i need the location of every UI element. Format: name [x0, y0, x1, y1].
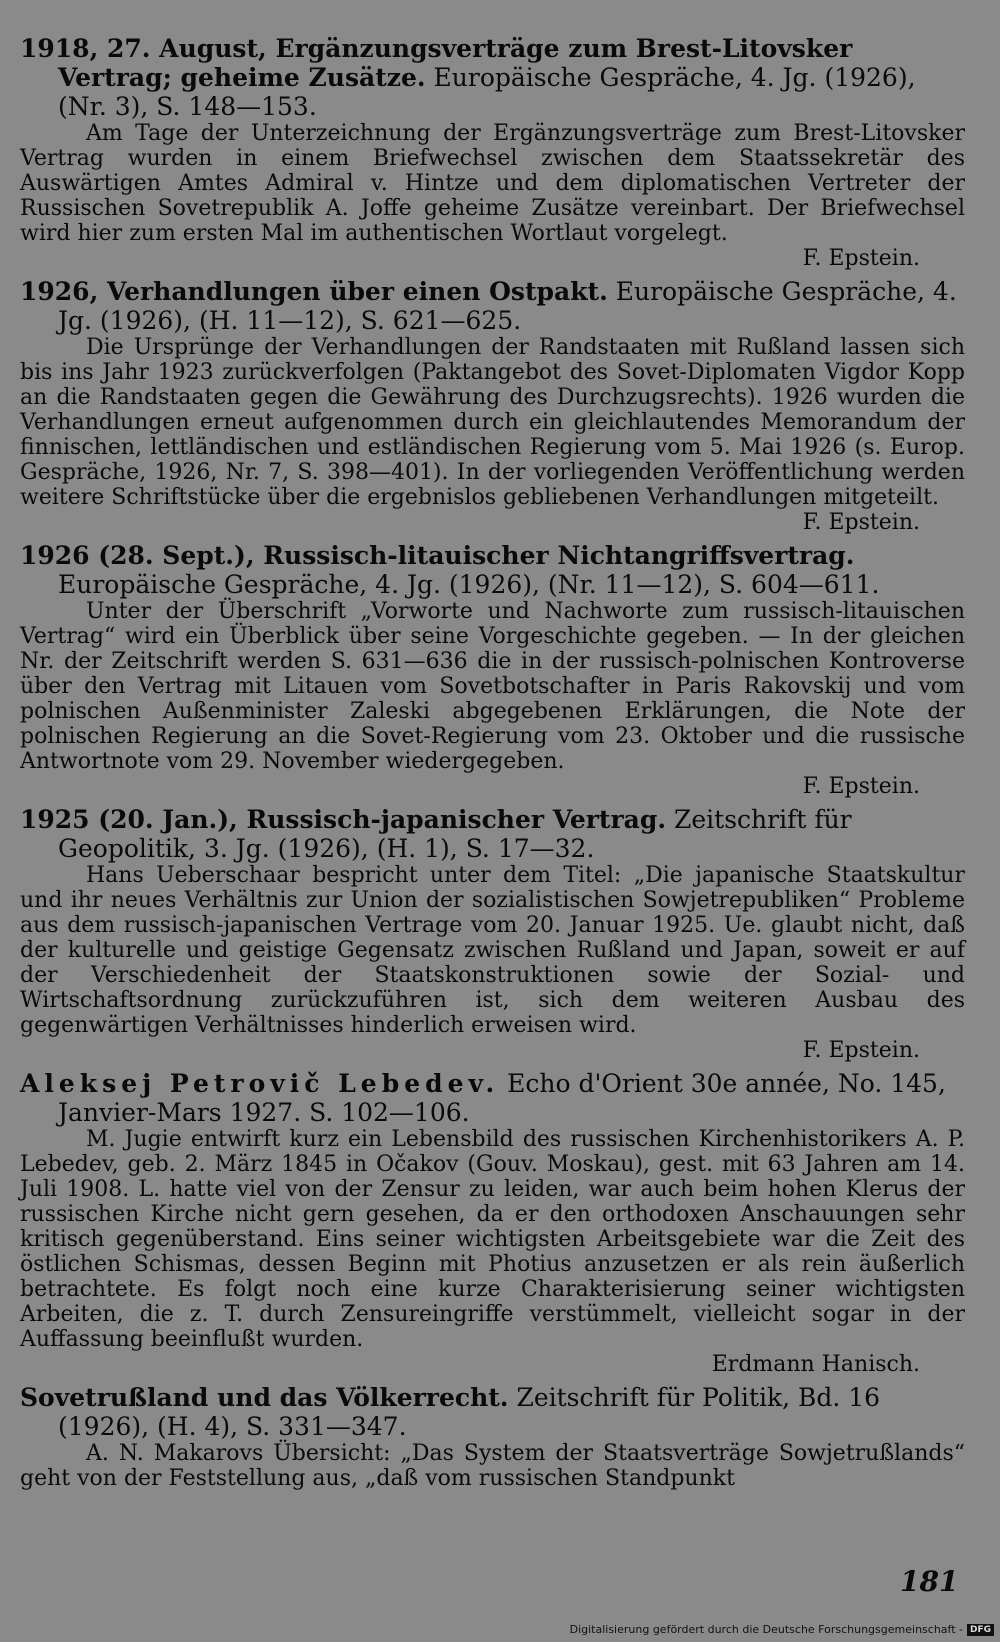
entry-signature: F. Epstein.	[802, 774, 920, 799]
entry-heading	[20, 805, 965, 863]
entry-heading	[20, 34, 965, 121]
entry-signature: F. Epstein.	[802, 246, 920, 271]
entry-signature: F. Epstein.	[802, 510, 920, 535]
entry-3	[20, 541, 965, 799]
entry-heading	[20, 541, 965, 599]
footer-text: Digitalisierung gefördert durch die Deutsche Forschungsgemeinschaft -	[569, 1623, 963, 1636]
entry-signature: Erdmann Hanisch.	[711, 1352, 920, 1377]
entry-heading	[20, 1383, 965, 1441]
entry-source: Europäische Gespräche, 4. Jg. (1926), (H. 11—12), S. 621—625.	[58, 277, 957, 335]
entry-title: 1918, 27. August, Ergänzungsverträge zum Brest-Litovsker Vertrag; geheime Zusätze.	[20, 34, 853, 92]
entry-source: Zeitschrift für Geopolitik, 3. Jg. (1926), (H. 1), S. 17—32.	[58, 805, 852, 863]
entry-4	[20, 805, 965, 1063]
entry-5	[20, 1069, 965, 1377]
entry-text: Am Tage der Unterzeichnung der Ergänzungsverträge zum Brest-Litovsker Vertrag wurden in einem Briefwechsel zwischen dem Staatssekretär des Auswärtigen Amtes Admiral v. Hintze und dem diplomatischen Vertreter der Russischen Sovetrepublik A. Joffe geheime Zusätze vereinbart. Der Briefwechsel wird hier zum ersten Mal im authentischen Wortlaut vorgelegt.	[20, 121, 965, 246]
entry-2	[20, 277, 965, 535]
entry-text: A. N. Makarovs Übersicht: „Das System der Staatsverträge Sowjetrußlands“ geht von der Feststellung aus, „daß vom russischen Standpunkt	[20, 1441, 965, 1491]
document-page	[20, 34, 965, 1497]
entry-source: Zeitschrift für Politik, Bd. 16 (1926), (H. 4), S. 331—347.	[58, 1383, 881, 1441]
entry-text: Die Ursprünge der Verhandlungen der Randstaaten mit Rußland lassen sich bis ins Jahr 1923 zurückverfolgen (Paktangebot des Sovet-Diplomaten Vigdor Kopp an die Randstaaten gegen die Gewährung des Durchzugsrechts). 1926 wurden die Verhandlungen erneut aufgenommen durch ein gleichlautendes Memorandum der finnischen, lettländischen und estländischen Regierung vom 5. Mai 1926 (s. Europ. Gespräche, 1926, Nr. 7, S. 398—401). In der vorliegenden Veröffentlichung werden weitere Schriftstücke über die ergebnislos gebliebenen Verhandlungen mitgeteilt.	[20, 335, 965, 510]
entry-source: Europäische Gespräche, 4. Jg. (1926), (Nr. 3), S. 148—153.	[58, 63, 916, 121]
entry-heading	[20, 1069, 965, 1127]
entry-text: Unter der Überschrift „Vorworte und Nachworte zum russisch-litauischen Vertrag“ wird ein Überblick über seine Vorgeschichte gegeben. — In der gleichen Nr. der Zeitschrift werden S. 631—636 die in der russisch-polnischen Kontroverse über den Vertrag mit Litauen vom Sovetbotschafter in Paris Rakovskij und vom polnischen Außenminister Zaleski abgegebenen Erklärungen, die Note der polnischen Regierung an die Sovet-Regierung vom 23. Oktober und die russische Antwortnote vom 29. November wiedergegeben.	[20, 599, 965, 774]
entry-signature: F. Epstein.	[802, 1038, 920, 1063]
entry-text: Hans Ueberschaar bespricht unter dem Titel: „Die japanische Staatskultur und ihr neues Verhältnis zur Union der sozialistischen Sowjetrepubliken“ Probleme aus dem russisch-japanischen Vertrage vom 20. Januar 1925. Ue. glaubt nicht, daß der kulturelle und geistige Gegensatz zwischen Rußland und Japan, soweit er auf der Verschiedenheit der Staatskonstruktionen sowie der Sozial- und Wirtschaftsordnung zurückzuführen ist, sich dem weiteren Ausbau des gegenwärtigen Verhältnisses hinderlich erweisen wird.	[20, 863, 965, 1038]
entry-1	[20, 34, 965, 271]
entry-source: Europäische Gespräche, 4. Jg. (1926), (Nr. 11—12), S. 604—611.	[58, 570, 880, 599]
entry-text: M. Jugie entwirft kurz ein Lebensbild des russischen Kirchenhistorikers A. P. Lebedev, geb. 2. März 1845 in Očakov (Gouv. Moskau), gest. mit 63 Jahren am 14. Juli 1908. L. hatte viel von der Zensur zu leiden, war auch beim hohen Klerus der russischen Kirche nicht gern gesehen, da er den orthodoxen Anschauungen sehr kritisch gegenüberstand. Eins seiner wichtigsten Arbeitsgebiete war die Zeit des östlichen Schismas, dessen Beginn mit Photius anzusetzen er als rein äußerlich betrachtete. Es folgt noch eine kurze Charakterisierung seiner wichtigsten Arbeiten, die z. T. durch Zensureingriffe verstümmelt, vielleicht sogar in der Auffassung beeinflußt wurden.	[20, 1127, 965, 1352]
digitization-footer	[570, 1623, 994, 1636]
entry-title: 1926 (28. Sept.), Russisch-litauischer Nichtangriffsvertrag.	[20, 541, 855, 570]
entry-source: Echo d'Orient 30e année, No. 145, Janvier-Mars 1927. S. 102—106.	[58, 1069, 946, 1127]
dfg-logo: DFG	[967, 1624, 994, 1636]
page-number: 181	[900, 1565, 959, 1598]
entry-title: 1925 (20. Jan.), Russisch-japanischer Vertrag.	[20, 805, 667, 834]
entry-title: Sovetrußland und das Völkerrecht.	[20, 1383, 509, 1412]
entry-heading	[20, 277, 965, 335]
entry-6	[20, 1383, 965, 1491]
entry-title: Aleksej Petrovič Lebedev.	[20, 1069, 500, 1098]
entry-title: 1926, Verhandlungen über einen Ostpakt.	[20, 277, 608, 306]
